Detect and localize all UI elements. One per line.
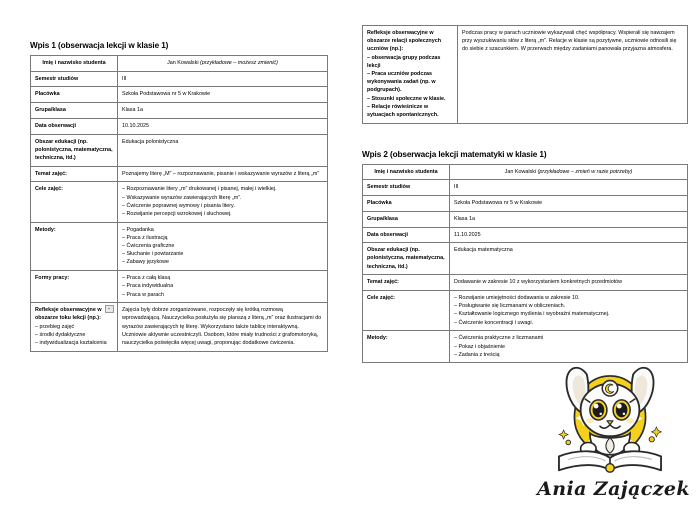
- right-column: [350, 0, 700, 520]
- row-value-education-area: Edukacja matematyczna: [450, 243, 688, 275]
- table-row: [363, 180, 688, 196]
- row-label-date: Data obserwacji: [363, 227, 450, 243]
- table-row: [31, 182, 328, 222]
- row-value-work-forms: [118, 271, 328, 303]
- list-item: – Słuchanie i powtarzanie: [122, 251, 184, 258]
- table-row: [31, 87, 328, 103]
- table-row: [31, 222, 328, 271]
- row-value-group: Klasa 1a: [118, 103, 328, 119]
- table-row: [31, 303, 328, 352]
- list-item: – środki dydaktyczne: [35, 331, 86, 338]
- row-label-institution: Placówka: [363, 196, 450, 212]
- student-name-hint: (przykładowe – zmień w razie potrzeby): [537, 168, 633, 175]
- row-value-goals: [118, 182, 328, 222]
- reflections-social-subitems: [367, 54, 453, 120]
- row-label-methods: Metody:: [31, 222, 118, 271]
- row-label-education-area: Obszar edukacji (np. polonistyczna, matematyczna, techniczna, itd.): [31, 134, 118, 166]
- list-item: – obserwacja grupy podczas lekcji: [367, 54, 441, 69]
- row-value-semester: III: [118, 71, 328, 87]
- student-name-text: Jan Kowalski: [167, 60, 201, 66]
- list-item: – Ćwiczenia praktyczne z liczmanami: [454, 335, 544, 342]
- table-row: [31, 166, 328, 182]
- list-item: – Praca uczniów podczas wykonywania zadań (np. w podgrupach).: [367, 71, 436, 94]
- list-item: – Posługiwanie się liczmanami w obliczeniach.: [454, 303, 566, 310]
- table-row: [363, 275, 688, 291]
- row-value-institution: Szkoła Podstawowa nr 5 w Krakowie: [118, 87, 328, 103]
- list-item: – Praca indywidualna: [122, 283, 174, 290]
- row-label-group: Grupa/klasa: [363, 211, 450, 227]
- row-label-goals: Cele zajęć:: [31, 182, 118, 222]
- chevron-down-icon[interactable]: [105, 305, 114, 313]
- list-item: – Zabawy językowe: [122, 259, 170, 266]
- table-row: [363, 331, 688, 363]
- entry1-continuation-table: [362, 25, 688, 124]
- table-row: [363, 26, 688, 124]
- table-row: [363, 243, 688, 275]
- reflections-social-heading: Refleksje obserwacyjne w obszarze relacji społecznych uczniów (np.):: [367, 30, 442, 53]
- row-label-semester: Semestr studiów: [363, 180, 450, 196]
- list-item: – Praca z ilustracją: [122, 234, 168, 241]
- row-value-date: 10.10.2025: [118, 118, 328, 134]
- row-label-group: Grupa/klasa: [31, 103, 118, 119]
- row-label-work-forms: Formy pracy:: [31, 271, 118, 303]
- list-item: – Zadania z treścią: [454, 351, 500, 358]
- section-gap: [362, 124, 688, 150]
- table-row: [363, 291, 688, 331]
- list-item: – Rozpoznawanie litery „m” drukowanej i pisanej, małej i wielkiej.: [122, 186, 277, 193]
- row-label-date: Data obserwacji: [31, 118, 118, 134]
- entry2-title: Wpis 2 (obserwacja lekcji matematyki w klasie 1): [362, 149, 547, 159]
- row-value-institution: Szkoła Podstawowa nr 5 w Krakowie: [450, 196, 688, 212]
- row-label-student-name: Imię i nazwisko studenta: [31, 56, 118, 72]
- row-label-reflections-lesson: [31, 303, 118, 352]
- table-row: [31, 271, 328, 303]
- list-item: – Ćwiczenia graficzne: [122, 243, 175, 250]
- list-item: – Praca z całą klasą: [122, 275, 171, 282]
- list-item: – Rozwijanie umiejętności dodawania w zakresie 10.: [454, 295, 580, 302]
- table-row: [363, 211, 688, 227]
- row-value-date: 11.10.2025: [450, 227, 688, 243]
- list-item: – Rozwijanie percepcji wzrokowej i słuchowej.: [122, 210, 232, 217]
- row-label-education-area: Obszar edukacji (np. polonistyczna, matematyczna, techniczna, itd.): [363, 243, 450, 275]
- entry1-title: Wpis 1 (obserwacja lekcji w klasie 1): [30, 41, 169, 50]
- row-label-goals: Cele zajęć:: [363, 291, 450, 331]
- list-item: – indywidualizacja kształcenia: [35, 340, 107, 347]
- row-value-reflections-social: Podczas pracy w parach uczniowie wykazywali chęć współpracy. Wspierali się nawzajem przy wyszukiwaniu słów z literą „m”. Relacje w klasie są pozytywne, uczniowie odnosili się do siebie z szacunkiem. W przerwach między zadaniami panowała przyjazna atmosfera.: [458, 26, 688, 124]
- list-item: – Pokaz i objaśnienie: [454, 343, 505, 350]
- row-label-topic: Temat zajęć:: [363, 275, 450, 291]
- row-label-student-name: Imię i nazwisko studenta: [363, 164, 450, 180]
- row-label-reflections-social: [363, 26, 458, 124]
- table-row: [363, 196, 688, 212]
- row-label-topic: Temat zajęć:: [31, 166, 118, 182]
- list-item: – Praca w parach: [122, 291, 164, 298]
- list-item: – Ćwiczenie poprawnej wymowy i pisania litery.: [122, 202, 235, 209]
- row-value-methods: [450, 331, 688, 363]
- table-row: [31, 103, 328, 119]
- row-value-education-area: Edukacja polonistyczna: [118, 134, 328, 166]
- list-item: – Kształtowanie logicznego myślenia i wyobraźni matematycznej.: [454, 311, 610, 318]
- row-label-semester: Semestr studiów: [31, 71, 118, 87]
- table-row: [363, 164, 688, 180]
- list-item: – Relacje rówieśnicze w sytuacjach spontanicznych.: [367, 103, 439, 119]
- row-value-semester: III: [450, 180, 688, 196]
- row-value-group: Klasa 1a: [450, 211, 688, 227]
- entry2-table: [362, 164, 688, 364]
- row-value-methods: [118, 222, 328, 271]
- table-row: [31, 56, 328, 72]
- list-item: – Pogadanka: [122, 226, 154, 233]
- entry1-table: [30, 55, 328, 352]
- table-row: [31, 118, 328, 134]
- table-row: [31, 71, 328, 87]
- row-value-topic: Dodawanie w zakresie 10 z wykorzystaniem konkretnych przedmiotów: [450, 275, 688, 291]
- row-label-methods: Metody:: [363, 331, 450, 363]
- author-signature: Ania Zajączek: [537, 478, 690, 500]
- student-name-hint: (przykładowe – możesz zmienić): [200, 60, 278, 66]
- table-row: [31, 134, 328, 166]
- row-value-student-name: [118, 56, 328, 72]
- list-item: – Ćwiczenie koncentracji i uwagi.: [454, 319, 534, 326]
- student-name-text: Jan Kowalski: [504, 168, 538, 175]
- reflections-lesson-subitems: [35, 323, 113, 348]
- list-item: – Wskazywanie wyrazów zawierających literę „m”.: [122, 194, 242, 201]
- list-item: – przebieg zajęć: [35, 323, 75, 330]
- row-value-goals: [450, 291, 688, 331]
- row-value-student-name: [450, 164, 688, 180]
- table-row: [363, 227, 688, 243]
- row-label-institution: Placówka: [31, 87, 118, 103]
- reflections-lesson-heading: Refleksje obserwacyjne w obszarze toku lekcji (np.):: [35, 307, 102, 322]
- row-value-topic: Poznajemy literę „M” – rozpoznawanie, pisanie i wskazywanie wyrazów z literą „m”: [118, 166, 328, 182]
- list-item: – Stosunki społeczne w klasie.: [367, 95, 446, 102]
- row-value-reflections-lesson: Zajęcia były dobrze zorganizowane, rozpoczęły się krótką rozmową wprowadzającą. Nauczycielka posłużyła się planszą z literą „m” oraz ilustracjami do wyrazów zawierających tę literę. Wykorzystano także tablicę interaktywną. Uczniowie aktywnie uczestniczyli. Osobom, które miały trudności z grafomotoryką, nauczycielka poświęciła więcej uwagi, proponując dodatkowe ćwiczenia.: [118, 303, 328, 352]
